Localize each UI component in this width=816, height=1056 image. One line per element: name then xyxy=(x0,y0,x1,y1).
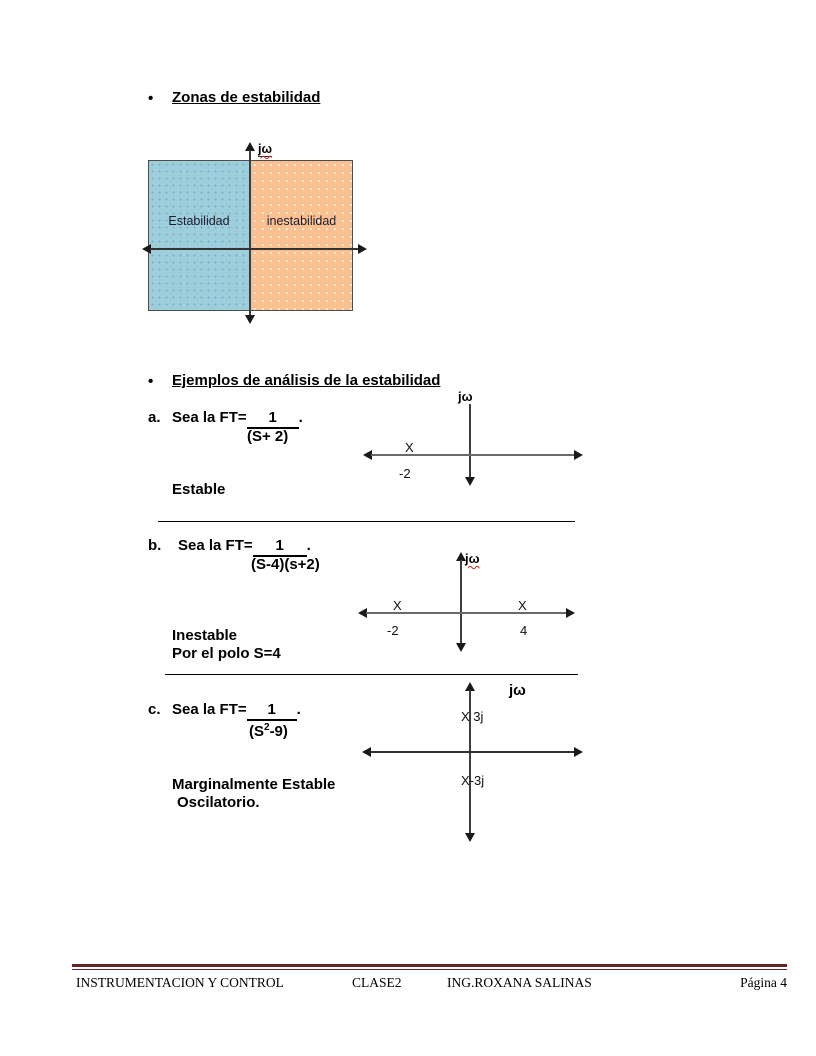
item-letter-c: c. xyxy=(148,701,161,718)
formula-b-numerator: 1 xyxy=(253,536,307,557)
diagram-a-imaginary-axis xyxy=(469,404,471,478)
formula-a-denominator: (S+ 2) xyxy=(247,428,289,445)
pole-diagram-a xyxy=(360,388,590,498)
diagram-b-axis-label: jω xyxy=(465,551,480,566)
footer-author: ING.ROXANA SALINAS xyxy=(447,975,592,990)
formula-c-period: . xyxy=(296,701,301,718)
formula-b-denominator: (S-4)(s+2) xyxy=(251,556,320,573)
formula-c-numerator: 1 xyxy=(247,700,297,721)
result-b2: Por el polo S=4 xyxy=(172,645,281,662)
zones-title: Zonas de estabilidad xyxy=(172,89,321,106)
divider-b xyxy=(165,674,578,675)
diagram-a-real-axis xyxy=(371,454,575,456)
stability-region xyxy=(148,160,250,311)
footer-rule-thick xyxy=(72,964,787,967)
imaginary-axis xyxy=(249,150,251,316)
pole-diagram-b xyxy=(356,548,580,658)
result-c2: Oscilatorio. xyxy=(177,794,260,811)
pole-diagram-c xyxy=(358,680,586,846)
diagram-a-axis-label: jω xyxy=(458,389,473,404)
diagram-b-imaginary-axis xyxy=(460,560,462,644)
formula-b xyxy=(148,536,311,557)
formula-b-intro: Sea la FT= xyxy=(178,537,253,554)
formula-c-denominator xyxy=(249,719,288,741)
formula-c xyxy=(148,700,301,721)
instability-region-label: inestabilidad xyxy=(266,214,337,228)
formula-c-denominator-sup: 2 xyxy=(264,722,270,733)
arrow-right-icon xyxy=(358,244,367,254)
formula-b-period: . xyxy=(306,537,311,554)
pole-c1-label: X 3j xyxy=(461,709,484,724)
arrow-down-icon xyxy=(245,315,255,324)
examples-bullet-icon: • xyxy=(148,373,154,390)
formula-a-intro: Sea la FT= xyxy=(172,409,247,426)
footer-page-number: Página 4 xyxy=(740,975,787,990)
arrow-right-icon xyxy=(574,450,583,460)
footer-class: CLASE2 xyxy=(352,975,402,990)
result-c1: Marginalmente Estable xyxy=(172,776,336,793)
arrow-down-icon xyxy=(456,643,466,652)
pole-b2-mark: X xyxy=(518,598,527,613)
formula-c-denominator-pre: (S xyxy=(249,723,264,740)
pole-b1-value: -2 xyxy=(387,623,399,638)
item-letter-b: b. xyxy=(148,537,162,554)
footer-rule xyxy=(72,964,787,970)
real-axis xyxy=(150,248,359,250)
formula-a-numerator: 1 xyxy=(247,408,299,429)
diagram-c-real-axis xyxy=(370,751,574,753)
arrow-down-icon xyxy=(465,833,475,842)
diagram-c-axis-label: jω xyxy=(509,682,526,699)
arrow-right-icon xyxy=(574,747,583,757)
arrow-down-icon xyxy=(465,477,475,486)
formula-a-period: . xyxy=(298,409,303,426)
formula-c-denominator-post: -9) xyxy=(269,723,288,740)
examples-title: Ejemplos de análisis de la estabilidad xyxy=(172,372,441,389)
stability-region-label: Estabilidad xyxy=(168,214,230,228)
pole-b2-value: 4 xyxy=(520,623,528,638)
stability-zones-figure xyxy=(142,142,372,326)
divider-a xyxy=(158,521,575,522)
formula-a xyxy=(148,408,303,429)
zones-bullet-icon: • xyxy=(148,90,154,107)
instability-region xyxy=(250,160,353,311)
imaginary-axis-label: jω xyxy=(258,142,273,156)
pole-a1-mark: X xyxy=(405,440,414,455)
result-b1: Inestable xyxy=(172,627,238,644)
formula-c-intro: Sea la FT= xyxy=(172,701,247,718)
arrow-right-icon xyxy=(566,608,575,618)
item-letter-a: a. xyxy=(148,409,161,426)
pole-c2-label: X-3j xyxy=(461,773,485,788)
footer-rule-thin xyxy=(72,969,787,970)
pole-b1-mark: X xyxy=(393,598,402,613)
pole-a1-value: -2 xyxy=(399,466,411,481)
result-a: Estable xyxy=(172,481,226,498)
footer-course: INSTRUMENTACION Y CONTROL xyxy=(76,975,284,990)
